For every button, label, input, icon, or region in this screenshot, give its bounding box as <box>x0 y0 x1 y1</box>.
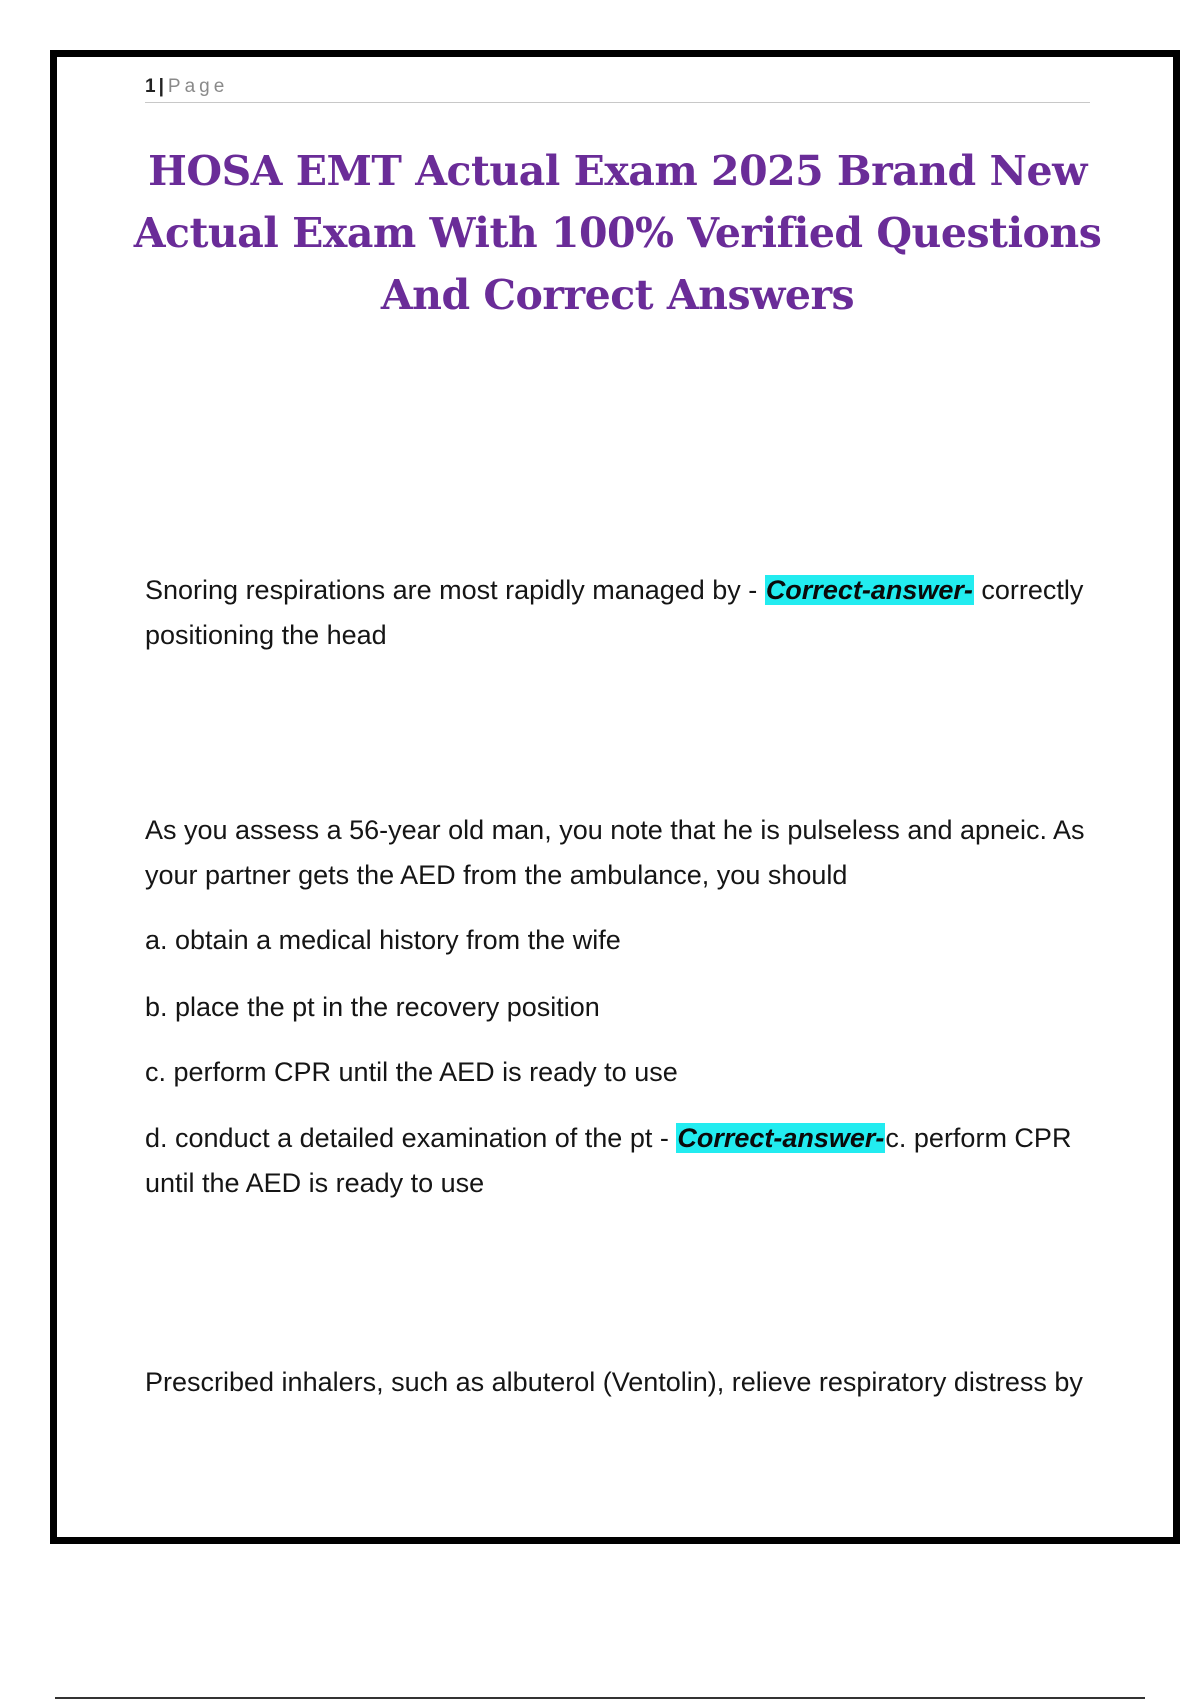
document-title: HOSA EMT Actual Exam 2025 Brand New Actual Exam With 100% Verified Questions And Correct Answers <box>133 147 1102 319</box>
question-2-option-d <box>145 1116 1095 1206</box>
bottom-divider <box>55 1697 1145 1699</box>
page-header <box>145 74 1090 103</box>
question-2-option-b: b. place the pt in the recovery position <box>145 992 600 1022</box>
question-1-answer: correctly positioning the head <box>145 575 1084 650</box>
question-2-option-d-text: d. conduct a detailed examination of the pt - <box>145 1123 677 1153</box>
correct-answer-tag: Correct-answer- <box>677 1123 885 1153</box>
page-separator: | <box>158 76 164 97</box>
correct-answer-tag: Correct-answer- <box>765 575 973 605</box>
question-1-prompt: Snoring respirations are most rapidly managed by - <box>145 575 765 605</box>
page-number: 1 <box>145 76 156 97</box>
question-1 <box>145 568 1095 658</box>
question-2-option-c: c. perform CPR until the AED is ready to use <box>145 1057 678 1087</box>
question-3-stem: Prescribed inhalers, such as albuterol (Ventolin), relieve respiratory distress by <box>145 1367 1083 1397</box>
question-2-option-a: a. obtain a medical history from the wife <box>145 925 621 955</box>
page-label: Page <box>167 76 229 97</box>
question-2-answer: c. perform CPR until the AED is ready to use <box>145 1123 1072 1198</box>
question-2-stem: As you assess a 56-year old man, you note that he is pulseless and apneic. As your partner gets the AED from the ambulance, you should <box>145 815 1085 890</box>
